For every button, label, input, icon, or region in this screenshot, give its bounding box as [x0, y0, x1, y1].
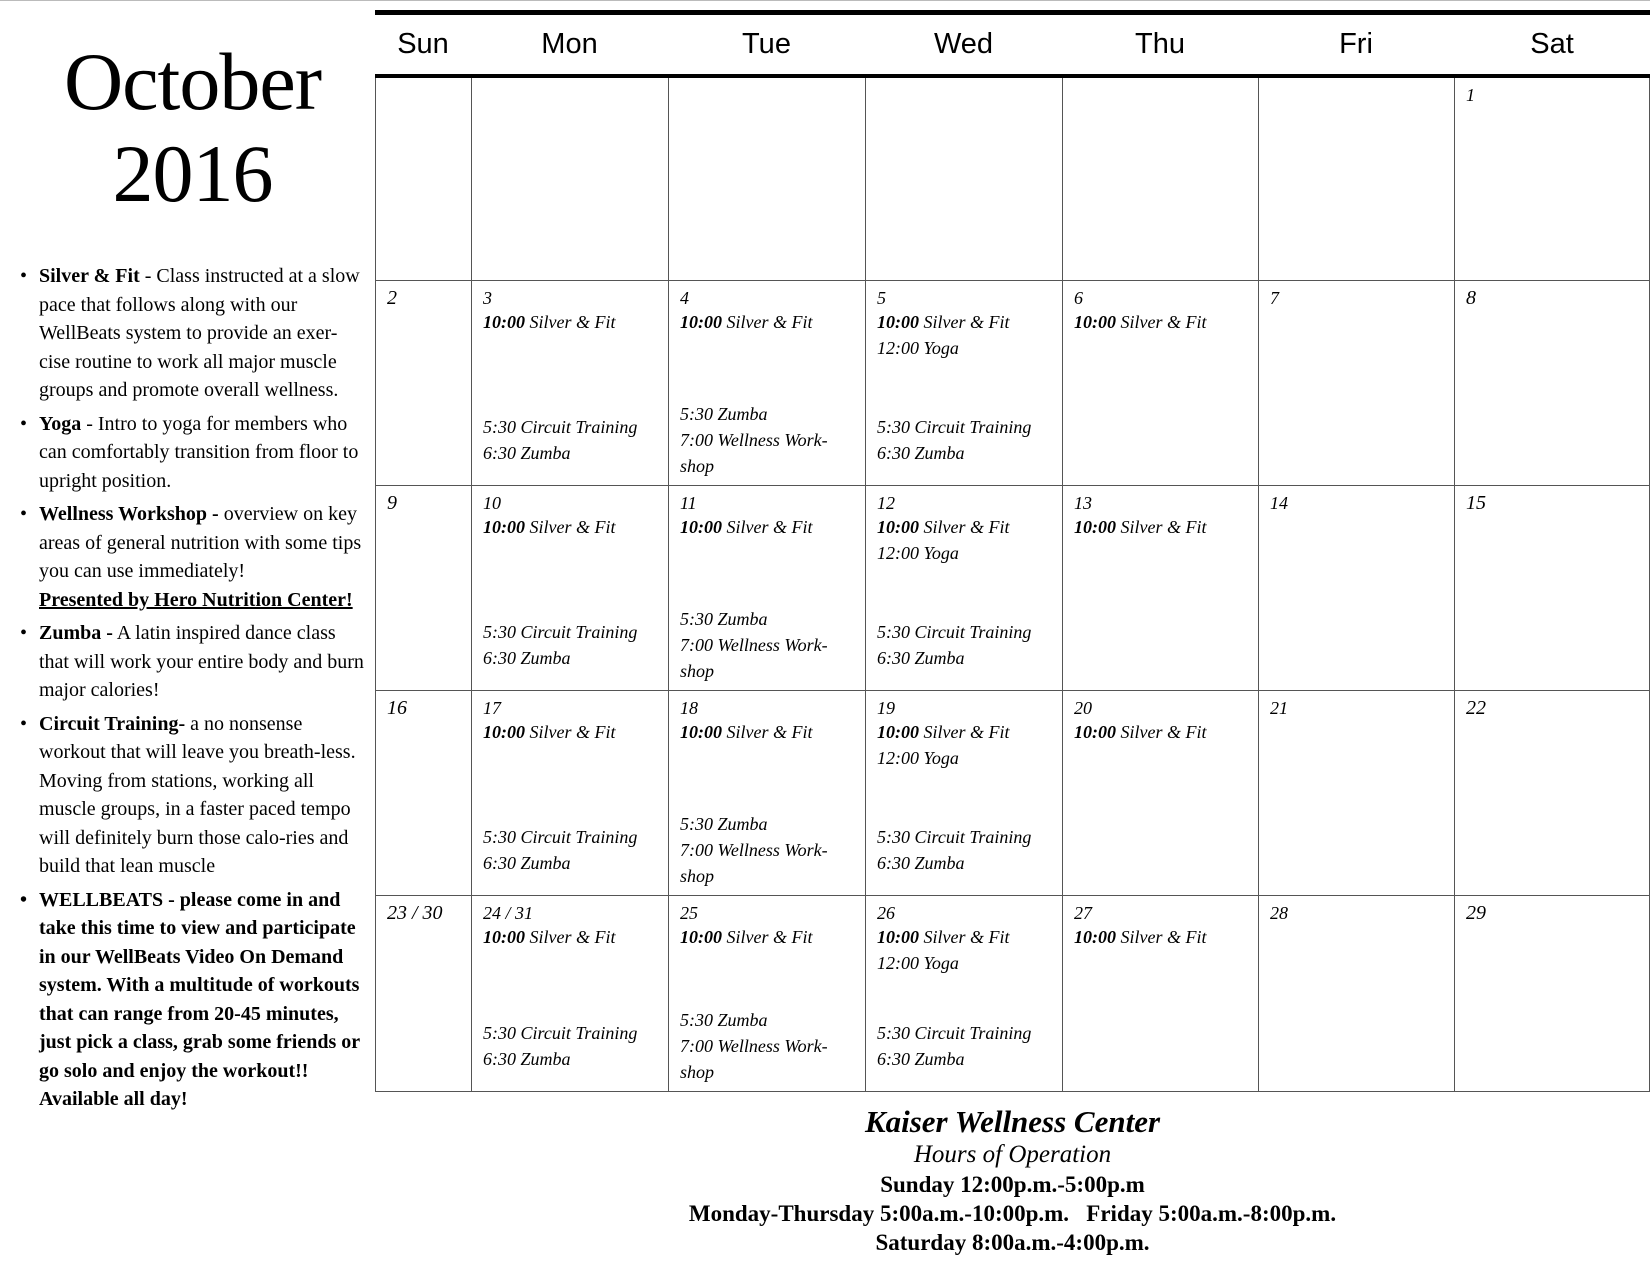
day-cell: [1062, 78, 1258, 281]
desc-wellbeats: [20, 886, 365, 1114]
event-time: 10:00: [680, 722, 722, 742]
day-cell: [1258, 78, 1454, 281]
event-morning: [680, 924, 854, 950]
day-number: 22: [1466, 697, 1486, 719]
desc-term: WELLBEATS - please come in and take this time to view and participate in our WellBeats Video On Demand system. With a multitude of workouts that can range from 20-45 minutes, just pick a class, grab some friends or go solo and enjoy the workout!! Available all day!: [39, 888, 360, 1110]
day-cell: [375, 486, 471, 691]
weekday-thu: Thu: [1135, 28, 1185, 60]
event-evening: 6:30 Zumba: [483, 1049, 571, 1069]
bullet-icon: •: [20, 503, 28, 525]
desc-term: Zumba -: [39, 622, 113, 644]
day-number: 18: [680, 698, 698, 718]
day-number: 7: [1270, 288, 1279, 308]
event-morning: [877, 719, 1051, 745]
day-number: 6: [1074, 288, 1083, 308]
event-evening-group: [680, 401, 861, 479]
day-number: 28: [1270, 903, 1288, 923]
day-cell: [865, 486, 1062, 691]
day-cell: [1454, 896, 1650, 1092]
desc-text: a no nonsense workout that will leave you breath-less. Moving from stations, working all muscle groups, in a faster paced tempo will definitely burn those calo-ries and build that lean muscle: [39, 712, 356, 877]
day-cell: [1454, 78, 1650, 281]
event-class: Silver & Fit: [919, 312, 1010, 332]
weekday-sun: Sun: [397, 28, 449, 60]
day-number: 9: [387, 492, 397, 514]
event-evening: 6:30 Zumba: [877, 853, 965, 873]
desc-term: Wellness Workshop -: [39, 503, 219, 525]
event-noon: 12:00 Yoga: [877, 338, 959, 358]
day-cell: [471, 486, 668, 691]
event-time: 10:00: [1074, 517, 1116, 537]
day-cell: [471, 78, 668, 281]
event-morning: [1074, 924, 1247, 950]
event-time: 10:00: [877, 517, 919, 537]
desc-text: A latin inspired dance class that will work your entire body and burn major calories!: [39, 622, 364, 701]
event-morning: [680, 719, 854, 745]
day-number: 15: [1466, 492, 1486, 514]
event-evening: 6:30 Zumba: [483, 443, 571, 463]
day-number: 2: [387, 287, 397, 309]
event-evening: shop: [680, 456, 715, 476]
event-time: 10:00: [483, 927, 525, 947]
calendar-title: [20, 36, 365, 220]
event-evening: 6:30 Zumba: [877, 648, 965, 668]
event-time: 10:00: [877, 312, 919, 332]
day-cell: [865, 691, 1062, 896]
event-noon: 12:00 Yoga: [877, 543, 959, 563]
weekday-tue: Tue: [742, 28, 791, 60]
event-class: Silver & Fit: [919, 517, 1010, 537]
day-cell: [471, 896, 668, 1092]
day-number: 27: [1074, 903, 1092, 923]
calendar-grid: [375, 78, 1650, 1092]
day-number: 26: [877, 903, 895, 923]
event-evening: shop: [680, 866, 715, 886]
event-class: Silver & Fit: [919, 927, 1010, 947]
event-time: 10:00: [483, 517, 525, 537]
day-number: 4: [680, 288, 689, 308]
day-cell: [1258, 896, 1454, 1092]
weekday-fri: Fri: [1339, 28, 1373, 60]
event-evening-group: [483, 824, 664, 876]
day-cell: [865, 896, 1062, 1092]
event-class: Silver & Fit: [1116, 722, 1207, 742]
day-cell: [1258, 691, 1454, 896]
desc-presented-by: Presented by Hero Nutrition Center!: [39, 588, 353, 611]
desc-text: - Intro to yoga for members who can comfortably transition from floor to upright position.: [39, 412, 359, 492]
event-time: 10:00: [1074, 927, 1116, 947]
event-evening-group: [877, 824, 1058, 876]
event-class: Silver & Fit: [722, 517, 813, 537]
weekday-wed: Wed: [933, 28, 994, 60]
event-morning: [483, 719, 657, 745]
event-evening: 5:30 Circuit Training: [483, 1023, 638, 1043]
day-number: 12: [877, 493, 895, 513]
day-number: 8: [1466, 287, 1476, 309]
calendar: [375, 10, 1650, 1092]
event-evening-group: [877, 619, 1058, 671]
bullet-icon: •: [20, 888, 28, 911]
day-number: 10: [483, 493, 501, 513]
event-evening-group: [877, 414, 1058, 466]
day-cell: [1454, 486, 1650, 691]
day-number: 23 / 30: [387, 902, 443, 924]
event-morning: [877, 924, 1051, 950]
day-number: 21: [1270, 698, 1288, 718]
event-evening: 6:30 Zumba: [877, 1049, 965, 1069]
day-cell: [668, 281, 865, 486]
event-time: 10:00: [1074, 312, 1116, 332]
event-class: Silver & Fit: [1116, 517, 1207, 537]
day-number: 24 / 31: [483, 903, 534, 923]
event-evening: 5:30 Circuit Training: [877, 1023, 1032, 1043]
day-number: 29: [1466, 902, 1486, 924]
event-evening: 7:00 Wellness Work-: [680, 430, 828, 450]
day-cell: [1062, 896, 1258, 1092]
title-year: 2016: [112, 128, 273, 219]
bullet-icon: •: [20, 265, 28, 287]
hours-footer: [375, 1104, 1650, 1257]
day-cell: [1454, 691, 1650, 896]
desc-term: Silver & Fit: [39, 265, 140, 287]
event-time: 10:00: [483, 722, 525, 742]
event-class: Silver & Fit: [525, 312, 616, 332]
event-time: 10:00: [483, 312, 525, 332]
day-cell: [471, 691, 668, 896]
day-number: 13: [1074, 493, 1092, 513]
day-number: 16: [387, 697, 407, 719]
day-cell: [1062, 691, 1258, 896]
event-class: Silver & Fit: [722, 312, 813, 332]
event-evening: 5:30 Circuit Training: [877, 827, 1032, 847]
event-evening-group: [483, 414, 664, 466]
event-class: Silver & Fit: [1116, 312, 1207, 332]
day-number: 5: [877, 288, 886, 308]
event-time: 10:00: [877, 927, 919, 947]
event-evening: 5:30 Zumba: [680, 814, 768, 834]
bullet-icon: •: [20, 622, 28, 644]
bullet-icon: •: [20, 412, 28, 435]
event-evening-group: [680, 1007, 861, 1085]
event-evening: 5:30 Circuit Training: [483, 827, 638, 847]
desc-circuit-training: [20, 710, 365, 881]
weekday-header: [375, 15, 1650, 74]
event-morning: [877, 309, 1051, 335]
event-noon: 12:00 Yoga: [877, 953, 959, 973]
event-morning: [877, 514, 1051, 540]
event-time: 10:00: [680, 517, 722, 537]
event-evening: shop: [680, 661, 715, 681]
event-class: Silver & Fit: [1116, 927, 1207, 947]
event-morning: [483, 309, 657, 335]
title-month: October: [63, 36, 322, 127]
event-evening: 5:30 Circuit Training: [877, 622, 1032, 642]
desc-silver-fit: [20, 262, 365, 405]
event-time: 10:00: [680, 927, 722, 947]
event-class: Silver & Fit: [722, 927, 813, 947]
event-evening: shop: [680, 1062, 715, 1082]
day-number: 1: [1466, 85, 1475, 105]
event-evening-group: [680, 811, 861, 889]
event-morning: [1074, 309, 1247, 335]
day-cell: [1258, 486, 1454, 691]
top-border: [0, 0, 1650, 1]
event-morning: [1074, 514, 1247, 540]
event-evening-group: [483, 1020, 664, 1072]
event-evening: 5:30 Zumba: [680, 1010, 768, 1030]
desc-zumba: [20, 619, 365, 705]
day-cell: [1062, 486, 1258, 691]
desc-text: overview on key areas of general nutrition with some tips you can use immediately!: [39, 503, 362, 582]
event-morning: [680, 309, 854, 335]
day-cell: [1258, 281, 1454, 486]
day-cell: [865, 281, 1062, 486]
event-evening-group: [680, 606, 861, 684]
event-noon: 12:00 Yoga: [877, 748, 959, 768]
desc-yoga: [20, 410, 365, 496]
day-cell: [668, 486, 865, 691]
event-class: Silver & Fit: [525, 722, 616, 742]
day-cell: [375, 691, 471, 896]
event-evening: 6:30 Zumba: [483, 648, 571, 668]
event-evening: 5:30 Zumba: [680, 609, 768, 629]
event-evening: 6:30 Zumba: [877, 443, 965, 463]
day-cell: [471, 281, 668, 486]
event-time: 10:00: [1074, 722, 1116, 742]
day-number: 25: [680, 903, 698, 923]
day-cell: [1062, 281, 1258, 486]
event-time: 10:00: [680, 312, 722, 332]
event-evening-group: [877, 1020, 1058, 1072]
day-cell: [375, 78, 471, 281]
desc-text: - Class instructed at a slow pace that follows along with our WellBeats system to provide an exer-cise routine to work all major muscle groups and promote overall wellness.: [39, 265, 360, 401]
sidebar: [20, 36, 365, 1119]
event-morning: [1074, 719, 1247, 745]
hours-sunday: Sunday 12:00p.m.-5:00p.m: [880, 1172, 1145, 1197]
day-number: 19: [877, 698, 895, 718]
day-number: 14: [1270, 493, 1288, 513]
day-number: 17: [483, 698, 501, 718]
day-cell: [668, 691, 865, 896]
weekday-mon: Mon: [541, 28, 598, 60]
day-number: 3: [483, 288, 492, 308]
day-cell: [668, 896, 865, 1092]
hours-subtitle: Hours of Operation: [913, 1141, 1112, 1168]
event-morning: [680, 514, 854, 540]
event-evening-group: [483, 619, 664, 671]
event-class: Silver & Fit: [525, 517, 616, 537]
event-evening: 7:00 Wellness Work-: [680, 1036, 828, 1056]
weekday-sat: Sat: [1530, 28, 1574, 60]
event-class: Silver & Fit: [722, 722, 813, 742]
day-cell: [375, 896, 471, 1092]
event-evening: 7:00 Wellness Work-: [680, 635, 828, 655]
event-evening: 5:30 Circuit Training: [483, 622, 638, 642]
event-evening: 5:30 Circuit Training: [877, 417, 1032, 437]
desc-term: Circuit Training-: [39, 712, 186, 735]
event-evening: 5:30 Zumba: [680, 404, 768, 424]
hours-saturday: Saturday 8:00a.m.-4:00p.m.: [875, 1230, 1150, 1255]
bullet-icon: •: [20, 712, 28, 735]
event-time: 10:00: [877, 722, 919, 742]
day-cell: [1454, 281, 1650, 486]
event-class: Silver & Fit: [525, 927, 616, 947]
day-cell: [668, 78, 865, 281]
center-name: Kaiser Wellness Center: [864, 1104, 1161, 1139]
day-cell: [865, 78, 1062, 281]
desc-term: Yoga: [39, 412, 82, 435]
day-number: 11: [680, 493, 697, 513]
day-number: 20: [1074, 698, 1092, 718]
event-morning: [483, 514, 657, 540]
event-morning: [483, 924, 657, 950]
class-descriptions: [20, 262, 365, 1114]
hours-weekdays: Monday-Thursday 5:00a.m.-10:00p.m. Friday 5:00a.m.-8:00p.m.: [688, 1201, 1337, 1226]
desc-wellness-workshop: [20, 500, 365, 614]
event-class: Silver & Fit: [919, 722, 1010, 742]
event-evening: 5:30 Circuit Training: [483, 417, 638, 437]
day-cell: [375, 281, 471, 486]
event-evening: 7:00 Wellness Work-: [680, 840, 828, 860]
event-evening: 6:30 Zumba: [483, 853, 571, 873]
